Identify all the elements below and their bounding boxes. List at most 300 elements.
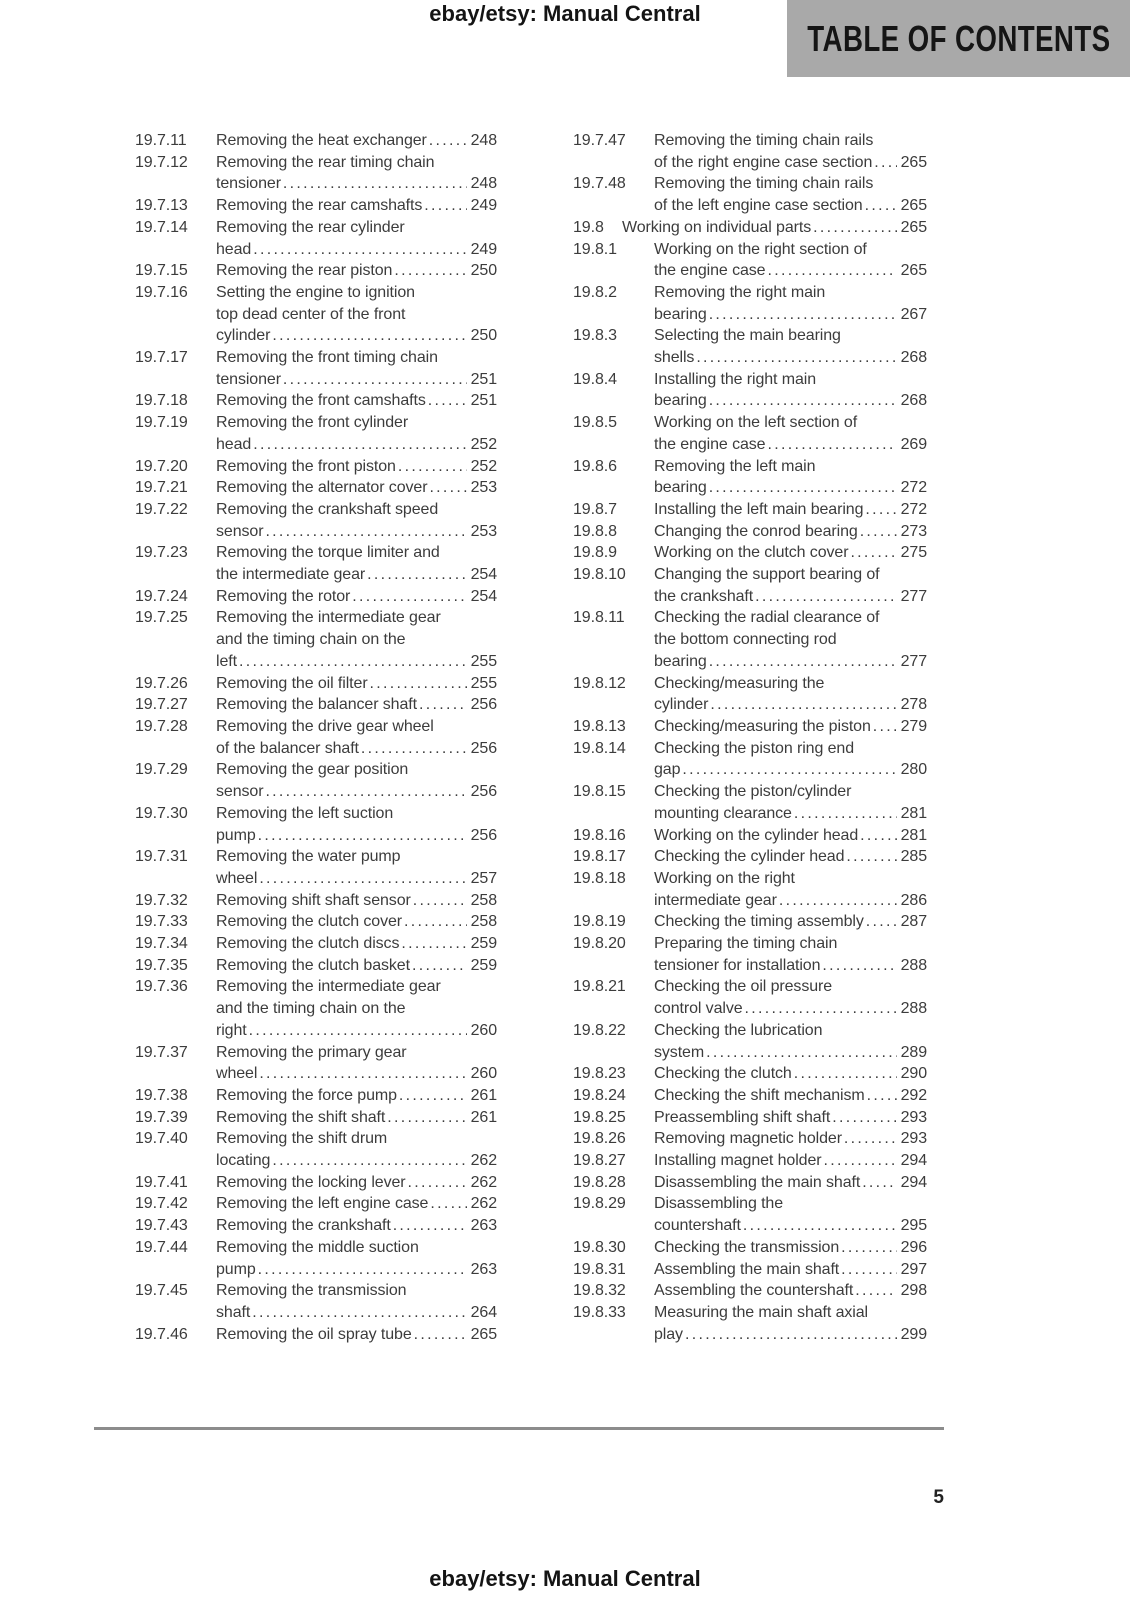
toc-entry-title-text: Removing the crankshaft speed [216, 500, 439, 518]
toc-entry-title-text: Removing the heat exchanger [216, 132, 427, 149]
toc-entry-title-text: Removing the middle suction [216, 1238, 419, 1256]
toc-entry-title-text: Removing the torque limiter and [216, 544, 440, 562]
toc-entry-title-text: Removing the rear cylinder [216, 218, 405, 236]
toc-entry-line [216, 1107, 497, 1129]
toc-entry-line [216, 1085, 497, 1107]
toc-entry-title-text: left [216, 652, 237, 670]
toc-entry-line [654, 846, 927, 868]
toc-entry-page: 265 [470, 1325, 497, 1343]
dot-leader [842, 1128, 897, 1150]
toc-entry-title-text: Removing the rear piston [216, 262, 393, 280]
toc-entry-title-text: Checking the transmission [654, 1238, 840, 1256]
toc-entry-title-text: cylinder [216, 327, 271, 345]
toc-entry-line [216, 325, 497, 347]
toc-entry [135, 347, 497, 390]
dot-leader [385, 1107, 466, 1129]
toc-entry-line [216, 173, 497, 195]
dot-leader [853, 1280, 896, 1302]
toc-entry-title-text: Removing the gear position [216, 761, 409, 779]
toc-entry-number: 19.8.25 [573, 1108, 626, 1126]
toc-entry-number: 19.8.33 [573, 1303, 626, 1321]
toc-entry [135, 1042, 497, 1085]
toc-entry-title-text: the engine case [654, 435, 766, 453]
toc-entry [573, 217, 927, 239]
toc-entry-line [216, 846, 497, 868]
toc-entry-line [216, 1042, 497, 1064]
toc-entry [573, 825, 927, 847]
toc-entry-line [654, 1172, 927, 1194]
toc-entry [135, 1085, 497, 1107]
toc-entry [135, 955, 497, 977]
toc-entry-page: 264 [470, 1303, 497, 1321]
toc-entry-page: 294 [900, 1152, 927, 1170]
toc-entry-line [216, 955, 497, 977]
toc-entry-page: 275 [900, 544, 927, 562]
toc-entry-line [216, 738, 497, 760]
toc-entry-page: 280 [900, 761, 927, 779]
toc-entry [135, 477, 497, 499]
toc-column-left [135, 130, 497, 1345]
toc-entry-line [216, 890, 497, 912]
toc-entry [573, 369, 927, 412]
dot-leader [397, 1085, 467, 1107]
toc-entry-line [654, 868, 927, 890]
toc-entry [573, 499, 927, 521]
toc-entry-page: 249 [470, 197, 497, 215]
toc-entry-line [654, 1259, 927, 1281]
toc-entry-number: 19.7.30 [135, 804, 188, 822]
toc-entry-line [216, 803, 497, 825]
dot-leader [251, 239, 466, 261]
toc-entry-title-text: Removing the primary gear [216, 1043, 407, 1061]
dot-leader [281, 173, 467, 195]
toc-entry-page: 265 [900, 218, 927, 236]
toc-entry-line [654, 781, 927, 803]
toc-entry-page: 299 [900, 1325, 927, 1343]
toc-entry-title-text: and the timing chain on the [216, 631, 406, 649]
toc-entry-number: 19.7.46 [135, 1325, 188, 1343]
dot-leader [422, 195, 466, 217]
toc-entry-page: 279 [900, 717, 927, 735]
toc-entry [573, 130, 927, 173]
dot-leader [765, 434, 896, 456]
toc-entry-title-text: pump [216, 1260, 256, 1278]
toc-entry-title-text: Removing the locking lever [216, 1173, 406, 1191]
toc-entry [135, 412, 497, 455]
toc-entry-number: 19.7.33 [135, 913, 188, 931]
toc-entry-title-text: Removing the front cylinder [216, 414, 409, 432]
toc-entry-line [654, 1324, 927, 1346]
toc-entry-page: 293 [900, 1130, 927, 1148]
toc-entry-number: 19.8.5 [573, 414, 617, 432]
toc-entry-title-text: control valve [654, 1000, 743, 1018]
toc-entry-number: 19.7.14 [135, 218, 188, 236]
toc-entry-page: 285 [900, 848, 927, 866]
toc-entry-page: 252 [470, 457, 497, 475]
toc-entry-line [654, 586, 927, 608]
toc-entry-line [654, 1237, 927, 1259]
toc-entry-title-text: tensioner [216, 175, 281, 193]
toc-entry-number: 19.8.29 [573, 1195, 626, 1213]
toc-entry-number: 19.7.36 [135, 978, 188, 996]
toc-entry-line [654, 152, 927, 174]
toc-entry-title-text: intermediate gear [654, 891, 777, 909]
dot-leader [820, 955, 896, 977]
toc-entry-page: 259 [470, 935, 497, 953]
toc-entry [573, 564, 927, 607]
toc-entry-number: 19.8.14 [573, 739, 626, 757]
toc-entry-line [216, 868, 497, 890]
toc-entry-page: 260 [470, 1065, 497, 1083]
toc-entry-line [216, 1324, 497, 1346]
toc-entry-number: 19.8 [573, 218, 604, 236]
toc-entry-number: 19.7.26 [135, 674, 188, 692]
toc-entry-number: 19.7.45 [135, 1282, 188, 1300]
toc-entry-line [216, 716, 497, 738]
toc-entry-line [216, 542, 497, 564]
dot-leader [811, 217, 896, 239]
toc-entry-title-text: Removing the water pump [216, 848, 401, 866]
toc-entry-line [216, 282, 497, 304]
toc-entry-line [216, 477, 497, 499]
toc-entry-title-text: Assembling the main shaft [654, 1260, 840, 1278]
toc-entry [135, 1128, 497, 1171]
toc-entry-line [216, 1020, 497, 1042]
toc-entry-page: 262 [470, 1173, 497, 1191]
toc-entry-number: 19.8.17 [573, 848, 626, 866]
toc-entry-title-text: countershaft [654, 1217, 741, 1235]
dot-leader [402, 911, 467, 933]
toc-entry [135, 759, 497, 802]
toc-entry-line [654, 933, 927, 955]
toc-entry-title-text: wheel [216, 1065, 258, 1083]
toc-entry-line [216, 260, 497, 282]
toc-entry-line [654, 173, 927, 195]
toc-entry-number: 19.7.41 [135, 1173, 188, 1191]
toc-entry-page: 296 [900, 1238, 927, 1256]
toc-entry-page: 298 [900, 1282, 927, 1300]
toc-entry-number: 19.8.23 [573, 1065, 626, 1083]
toc-entry-line [622, 217, 927, 239]
toc-entry-title-text: Working on the right [654, 869, 795, 887]
toc-entry [135, 1324, 497, 1346]
toc-entry [573, 673, 927, 716]
toc-entry-title-text: Removing the alternator cover [216, 479, 428, 497]
toc-entry [573, 282, 927, 325]
toc-entry [573, 239, 927, 282]
toc-entry-number: 19.8.22 [573, 1021, 626, 1039]
toc-entry [573, 412, 927, 455]
toc-entry-line [654, 564, 927, 586]
toc-entry-line [654, 1193, 927, 1215]
toc-entry-title-text: Working on the right section of [654, 240, 867, 258]
dot-leader [270, 1150, 466, 1172]
dot-leader [365, 564, 466, 586]
dot-leader [270, 325, 466, 347]
toc-entry-title-text: of the left engine case section [654, 197, 863, 215]
dot-leader [707, 477, 897, 499]
dot-leader [863, 499, 896, 521]
toc-entry-number: 19.8.31 [573, 1260, 626, 1278]
dot-leader [858, 521, 897, 543]
toc-entry-line [216, 911, 497, 933]
toc-entry-title-text: of the balancer shaft [216, 739, 359, 757]
header-site-label: ebay/etsy: Manual Central [429, 1, 701, 26]
toc-entry [573, 1128, 927, 1150]
footer-site-label: ebay/etsy: Manual Central [429, 1566, 701, 1591]
toc-column-right [573, 130, 927, 1345]
toc-entry-line [654, 738, 927, 760]
toc-entry-title-text: cylinder [654, 696, 709, 714]
toc-entry-title-text: Checking the timing assembly [654, 913, 864, 931]
toc-entry-title-text: bearing [654, 652, 707, 670]
toc-entry-number: 19.8.27 [573, 1152, 626, 1170]
dot-leader [694, 347, 896, 369]
toc-entry-page: 281 [900, 826, 927, 844]
toc-entry-title-text: Removing the balancer shaft [216, 696, 417, 714]
toc-entry-number: 19.8.6 [573, 457, 617, 475]
toc-entry-number: 19.7.16 [135, 283, 188, 301]
toc-entry-title-text: Working on the left section of [654, 414, 858, 432]
toc-entry-number: 19.7.35 [135, 956, 188, 974]
toc-entry-line [216, 607, 497, 629]
toc-entry-line [216, 1128, 497, 1150]
dot-leader [792, 803, 897, 825]
toc-entry-page: 288 [900, 956, 927, 974]
toc-entry-number: 19.8.2 [573, 283, 617, 301]
toc-entry-title-text: Assembling the countershaft [654, 1282, 854, 1300]
toc-entry-title-text: Installing the left main bearing [654, 500, 864, 518]
toc-entry-title-text: tensioner [216, 370, 281, 388]
toc-entry-number: 19.7.27 [135, 696, 188, 714]
toc-entry-title-text: Installing the right main [654, 370, 817, 388]
toc-entry-line [216, 1063, 497, 1085]
toc-entry-title-text: the crankshaft [654, 587, 754, 605]
toc-entry-number: 19.8.32 [573, 1282, 626, 1300]
toc-entry-title-text: Changing the conrod bearing [654, 522, 858, 540]
toc-entry-page: 265 [900, 153, 927, 171]
toc-entry-page: 297 [900, 1260, 927, 1278]
toc-entry [135, 673, 497, 695]
toc-entry-number: 19.7.37 [135, 1043, 188, 1061]
toc-entry-number: 19.7.38 [135, 1086, 188, 1104]
toc-entry-line [216, 217, 497, 239]
toc-entry-page: 265 [900, 197, 927, 215]
toc-entry-title-text: Removing the rotor [216, 587, 351, 605]
toc-entry [573, 738, 927, 781]
toc-entry-title-text: Removing the front camshafts [216, 392, 426, 410]
toc-entry [135, 1193, 497, 1215]
toc-entry-page: 251 [470, 392, 497, 410]
toc-entry [573, 1172, 927, 1194]
toc-entry-number: 19.8.15 [573, 783, 626, 801]
toc-entry-number: 19.7.19 [135, 414, 188, 432]
dot-leader [427, 130, 467, 152]
toc-entry-number: 19.8.16 [573, 826, 626, 844]
toc-entry-page: 278 [900, 696, 927, 714]
toc-entry [573, 976, 927, 1019]
toc-entry-line [654, 239, 927, 261]
dot-leader [250, 1302, 466, 1324]
dot-leader [839, 1259, 896, 1281]
toc-entry-number: 19.7.25 [135, 609, 188, 627]
toc-entry-page: 288 [900, 1000, 927, 1018]
toc-entry-page: 250 [470, 262, 497, 280]
toc-entry [573, 716, 927, 738]
toc-entry-title-text: Working on individual parts [622, 218, 812, 236]
toc-entry-number: 19.7.17 [135, 349, 188, 367]
toc-entry-title-text: Removing the timing chain rails [654, 175, 874, 193]
toc-entry-line [654, 1215, 927, 1237]
toc-entry [135, 976, 497, 1041]
toc-entry-page: 287 [900, 913, 927, 931]
toc-entry-number: 19.7.15 [135, 262, 188, 280]
toc-entry-number: 19.8.20 [573, 935, 626, 953]
toc-entry-title-text: Removing the oil filter [216, 674, 368, 692]
dot-leader [237, 651, 467, 673]
dot-leader [350, 586, 466, 608]
toc-entry-line [216, 499, 497, 521]
toc-entry-line [216, 1259, 497, 1281]
toc-entry-page: 253 [470, 522, 497, 540]
dot-leader [743, 998, 897, 1020]
toc-entry-page: 263 [470, 1260, 497, 1278]
toc-entry-title-text: sensor [216, 522, 264, 540]
toc-entry-title-text: Removing the front timing chain [216, 349, 438, 367]
toc-entry-title-text: Checking the piston/cylinder [654, 783, 852, 801]
dot-leader [707, 651, 897, 673]
toc-entry-page: 256 [470, 696, 497, 714]
toc-entry-page: 257 [470, 869, 497, 887]
toc-entry-line [216, 239, 497, 261]
toc-entry-number: 19.7.29 [135, 761, 188, 779]
toc-entry-number: 19.7.12 [135, 153, 188, 171]
toc-entry-page: 272 [900, 500, 927, 518]
toc-entry-number: 19.7.28 [135, 717, 188, 735]
toc-entry-title-text: Removing the left main [654, 457, 816, 475]
toc-entry-title-text: Checking the oil pressure [654, 978, 833, 996]
toc-entry-title-text: locating [216, 1152, 271, 1170]
toc-entry [135, 260, 497, 282]
toc-entry-page: 261 [470, 1086, 497, 1104]
toc-entry [573, 542, 927, 564]
toc-entry-line [216, 1150, 497, 1172]
dot-leader [247, 1020, 467, 1042]
toc-entry [573, 1063, 927, 1085]
dot-leader [839, 1237, 896, 1259]
toc-entry-number: 19.8.1 [573, 240, 617, 258]
toc-entry-number: 19.8.12 [573, 674, 626, 692]
toc-entry [573, 1150, 927, 1172]
toc-entry-number: 19.7.22 [135, 500, 188, 518]
toc-entry-title-text: shaft [216, 1303, 251, 1321]
toc-entry-title-text: Preparing the timing chain [654, 935, 838, 953]
toc-entry-page: 255 [470, 674, 497, 692]
toc-entry-title-text: Checking/measuring the piston [654, 717, 871, 735]
toc-entry-page: 249 [470, 240, 497, 258]
toc-entry-number: 19.7.11 [135, 132, 187, 149]
toc-entry-number: 19.8.10 [573, 566, 626, 584]
toc-entry-title-text: bearing [654, 479, 707, 497]
toc-entry-title-text: Removing the rear camshafts [216, 197, 423, 215]
dot-leader [281, 369, 467, 391]
toc-entry-line [216, 1193, 497, 1215]
toc-entry-page: 294 [900, 1173, 927, 1191]
toc-entry-line [654, 825, 927, 847]
toc-entry-title-text: bearing [654, 392, 707, 410]
toc-entry-page: 259 [470, 956, 497, 974]
toc-entry-title-text: Checking the clutch [654, 1065, 792, 1083]
toc-entry-title-text: mounting clearance [654, 804, 792, 822]
toc-entry-title-text: Removing the left engine case [216, 1195, 429, 1213]
toc-entry-title-text: Removing the intermediate gear [216, 609, 441, 627]
toc-entry-line [216, 976, 497, 998]
dot-leader [704, 1042, 897, 1064]
toc-entry-title-text: Removing the rear timing chain [216, 153, 435, 171]
toc-entry-line [654, 976, 927, 998]
toc-entry-title-text: Working on the cylinder head [654, 826, 859, 844]
toc-entry-line [216, 759, 497, 781]
toc-entry-line [654, 412, 927, 434]
toc-entry [135, 803, 497, 846]
toc-entry-number: 19.7.24 [135, 587, 188, 605]
toc-entry-title-text: Removing the intermediate gear [216, 978, 441, 996]
toc-entry [135, 716, 497, 759]
toc-entry-line [216, 564, 497, 586]
toc-entry-line [216, 629, 497, 651]
toc-entry-line [216, 781, 497, 803]
toc-entry [573, 933, 927, 976]
toc-entry-line [216, 347, 497, 369]
dot-leader [368, 673, 467, 695]
toc-entry [135, 1280, 497, 1323]
toc-entry-page: 292 [900, 1086, 927, 1104]
toc-entry-line [216, 130, 497, 152]
toc-entry-title-text: Disassembling the [654, 1195, 784, 1213]
toc-entry [135, 586, 497, 608]
toc-entry-number: 19.7.40 [135, 1130, 188, 1148]
toc-entry [135, 282, 497, 347]
toc-entry-title-text: Installing magnet holder [654, 1152, 822, 1170]
toc-entry [135, 911, 497, 933]
toc-entry-line [216, 673, 497, 695]
toc-entry-page: 289 [900, 1043, 927, 1061]
toc-entry-page: 290 [900, 1065, 927, 1083]
toc-entry-page: 295 [900, 1217, 927, 1235]
dot-leader [865, 1085, 897, 1107]
dot-leader [741, 1215, 897, 1237]
toc-banner [787, 0, 1130, 77]
dot-leader [765, 260, 896, 282]
toc-entry [573, 846, 927, 868]
toc-entry-line [654, 260, 927, 282]
toc-entry-line [216, 1172, 497, 1194]
toc-entry-title-text: Working on the clutch cover [654, 544, 849, 562]
toc-entry-title-text: Setting the engine to ignition [216, 283, 415, 301]
toc-entry-page: 273 [900, 522, 927, 540]
toc-entry [135, 933, 497, 955]
toc-entry [573, 911, 927, 933]
toc-entry-line [654, 282, 927, 304]
toc-entry [135, 890, 497, 912]
dot-leader [858, 825, 896, 847]
toc-entry-title-text: Removing the right main [654, 283, 826, 301]
toc-entry-line [654, 1128, 927, 1150]
toc-entry-title-text: right [216, 1021, 247, 1039]
toc-entry [135, 542, 497, 585]
toc-entry-title-text: Removing the front piston [216, 457, 396, 475]
toc-entry-line [654, 629, 927, 651]
